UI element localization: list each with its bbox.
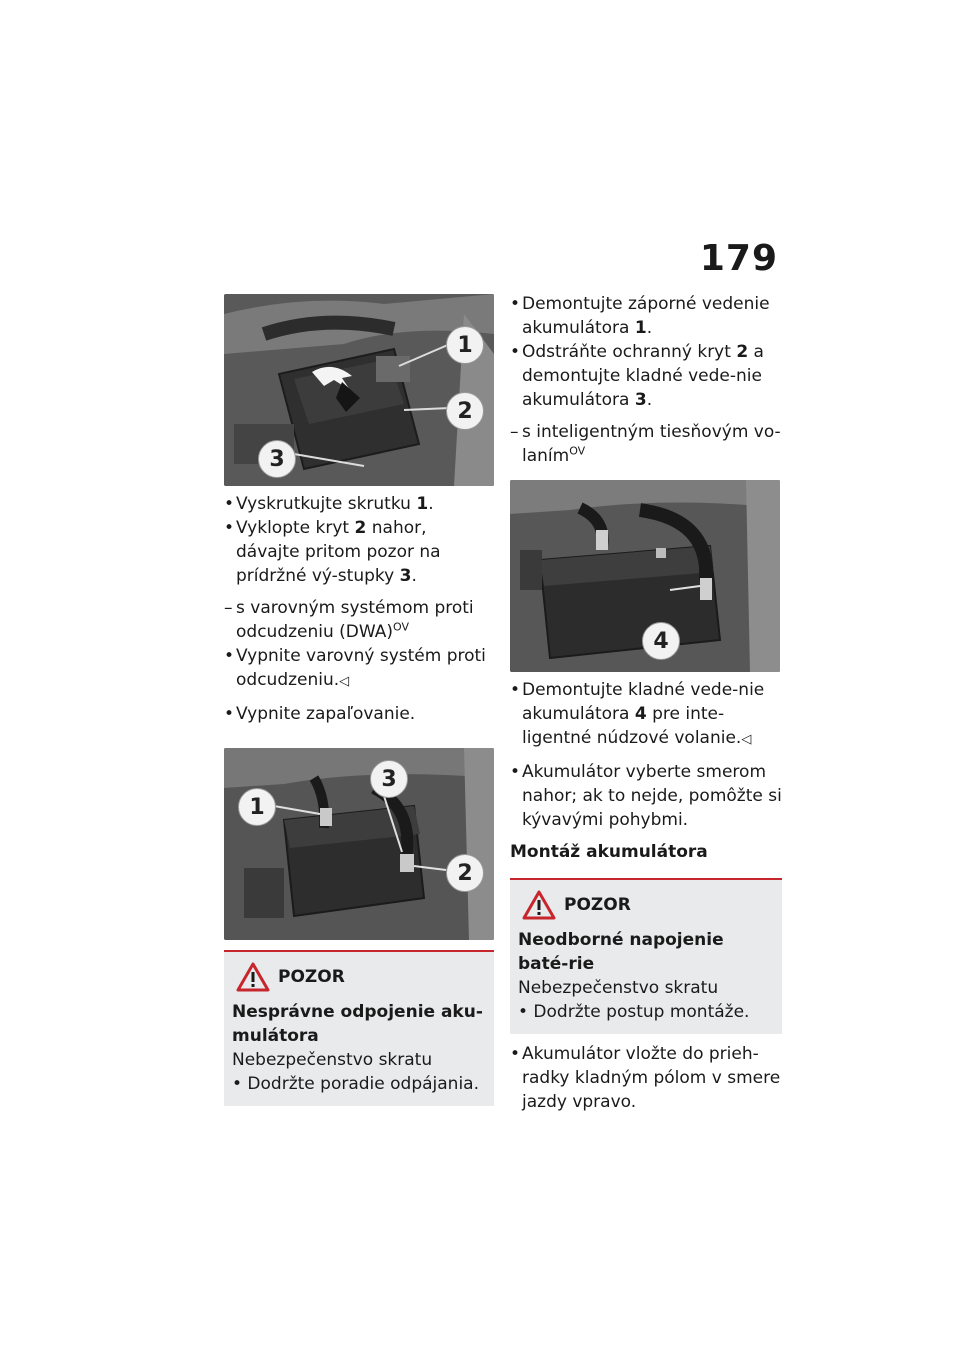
- list-item: • Vyskrutkujte skrutku 1.: [224, 494, 434, 514]
- step-disable-alarm: • Vypnite varovný systém proti odcudzeniu.◁: [224, 646, 486, 690]
- callout-3: 3: [370, 760, 408, 798]
- callout-2: 2: [446, 854, 484, 892]
- list-item: • Demontujte záporné vedenie akumulátora 1.: [510, 294, 770, 338]
- variant-dwa: – s varovným systémom proti odcudzeniu (DWA)$^{OV}$: [224, 598, 474, 642]
- right-column: [510, 292, 782, 1114]
- figure-battery-cover: [224, 294, 494, 486]
- step-emergency-terminal: • Demontujte kladné vede-nie akumulátora 4 pre inte-ligentné núdzové volanie.◁: [510, 680, 765, 748]
- warning-bullet: • Dodržte poradie odpájania.: [232, 1074, 479, 1094]
- callout-1: 1: [238, 788, 276, 826]
- warning-header: [518, 890, 774, 920]
- end-mark-icon: ◁: [339, 674, 350, 689]
- warning-box-disconnect: [224, 950, 494, 1106]
- callout-4: 4: [642, 622, 680, 660]
- warning-text: Nebezpečenstvo skratu: [518, 978, 719, 998]
- callout-2: 2: [446, 392, 484, 430]
- end-mark-icon: ◁: [741, 732, 752, 747]
- warning-title: POZOR: [564, 895, 631, 915]
- warning-text: Nebezpečenstvo skratu: [232, 1050, 433, 1070]
- steps-unscrew: [224, 492, 494, 588]
- step-ignition-off: • Vypnite zapaľovanie.: [224, 704, 416, 724]
- warning-triangle-icon: [236, 962, 270, 992]
- step-insert-battery: • Akumulátor vložte do prieh-radky kladným pólom v smere jazdy vpravo.: [510, 1044, 781, 1112]
- step-remove-battery: • Akumulátor vyberte smerom nahor; ak to nejde, pomôžte si kývavými pohybmi.: [510, 762, 782, 830]
- figure-emergency-terminal: [510, 480, 780, 672]
- callout-1: 1: [446, 326, 484, 364]
- battery-terminals-illustration: [224, 748, 494, 940]
- variant-emergency-call: – s inteligentným tiesňovým vo-laním$^{OV}$: [510, 422, 781, 466]
- section-heading: Montáž akumulátora: [510, 842, 708, 862]
- warning-triangle-icon: [522, 890, 556, 920]
- warning-title: POZOR: [278, 967, 345, 987]
- warning-header: [232, 962, 486, 992]
- list-item: • Vyklopte kryt 2 nahor, dávajte pritom pozor na prídržné vý-stupky 3.: [224, 518, 441, 586]
- callout-3: 3: [258, 440, 296, 478]
- page-number: 179: [699, 238, 778, 279]
- figure-battery-terminals: [224, 748, 494, 940]
- warning-bullet: • Dodržte postup montáže.: [518, 1002, 750, 1022]
- warning-box-connect: [510, 878, 782, 1034]
- left-column: [224, 294, 494, 1106]
- warning-subtitle: Nesprávne odpojenie aku-mulátora: [232, 1002, 483, 1046]
- list-item: • Odstráňte ochranný kryt 2 a demontujte kladné vede-nie akumulátora 3.: [510, 342, 764, 410]
- warning-subtitle: Neodborné napojenie baté-rie: [518, 930, 724, 974]
